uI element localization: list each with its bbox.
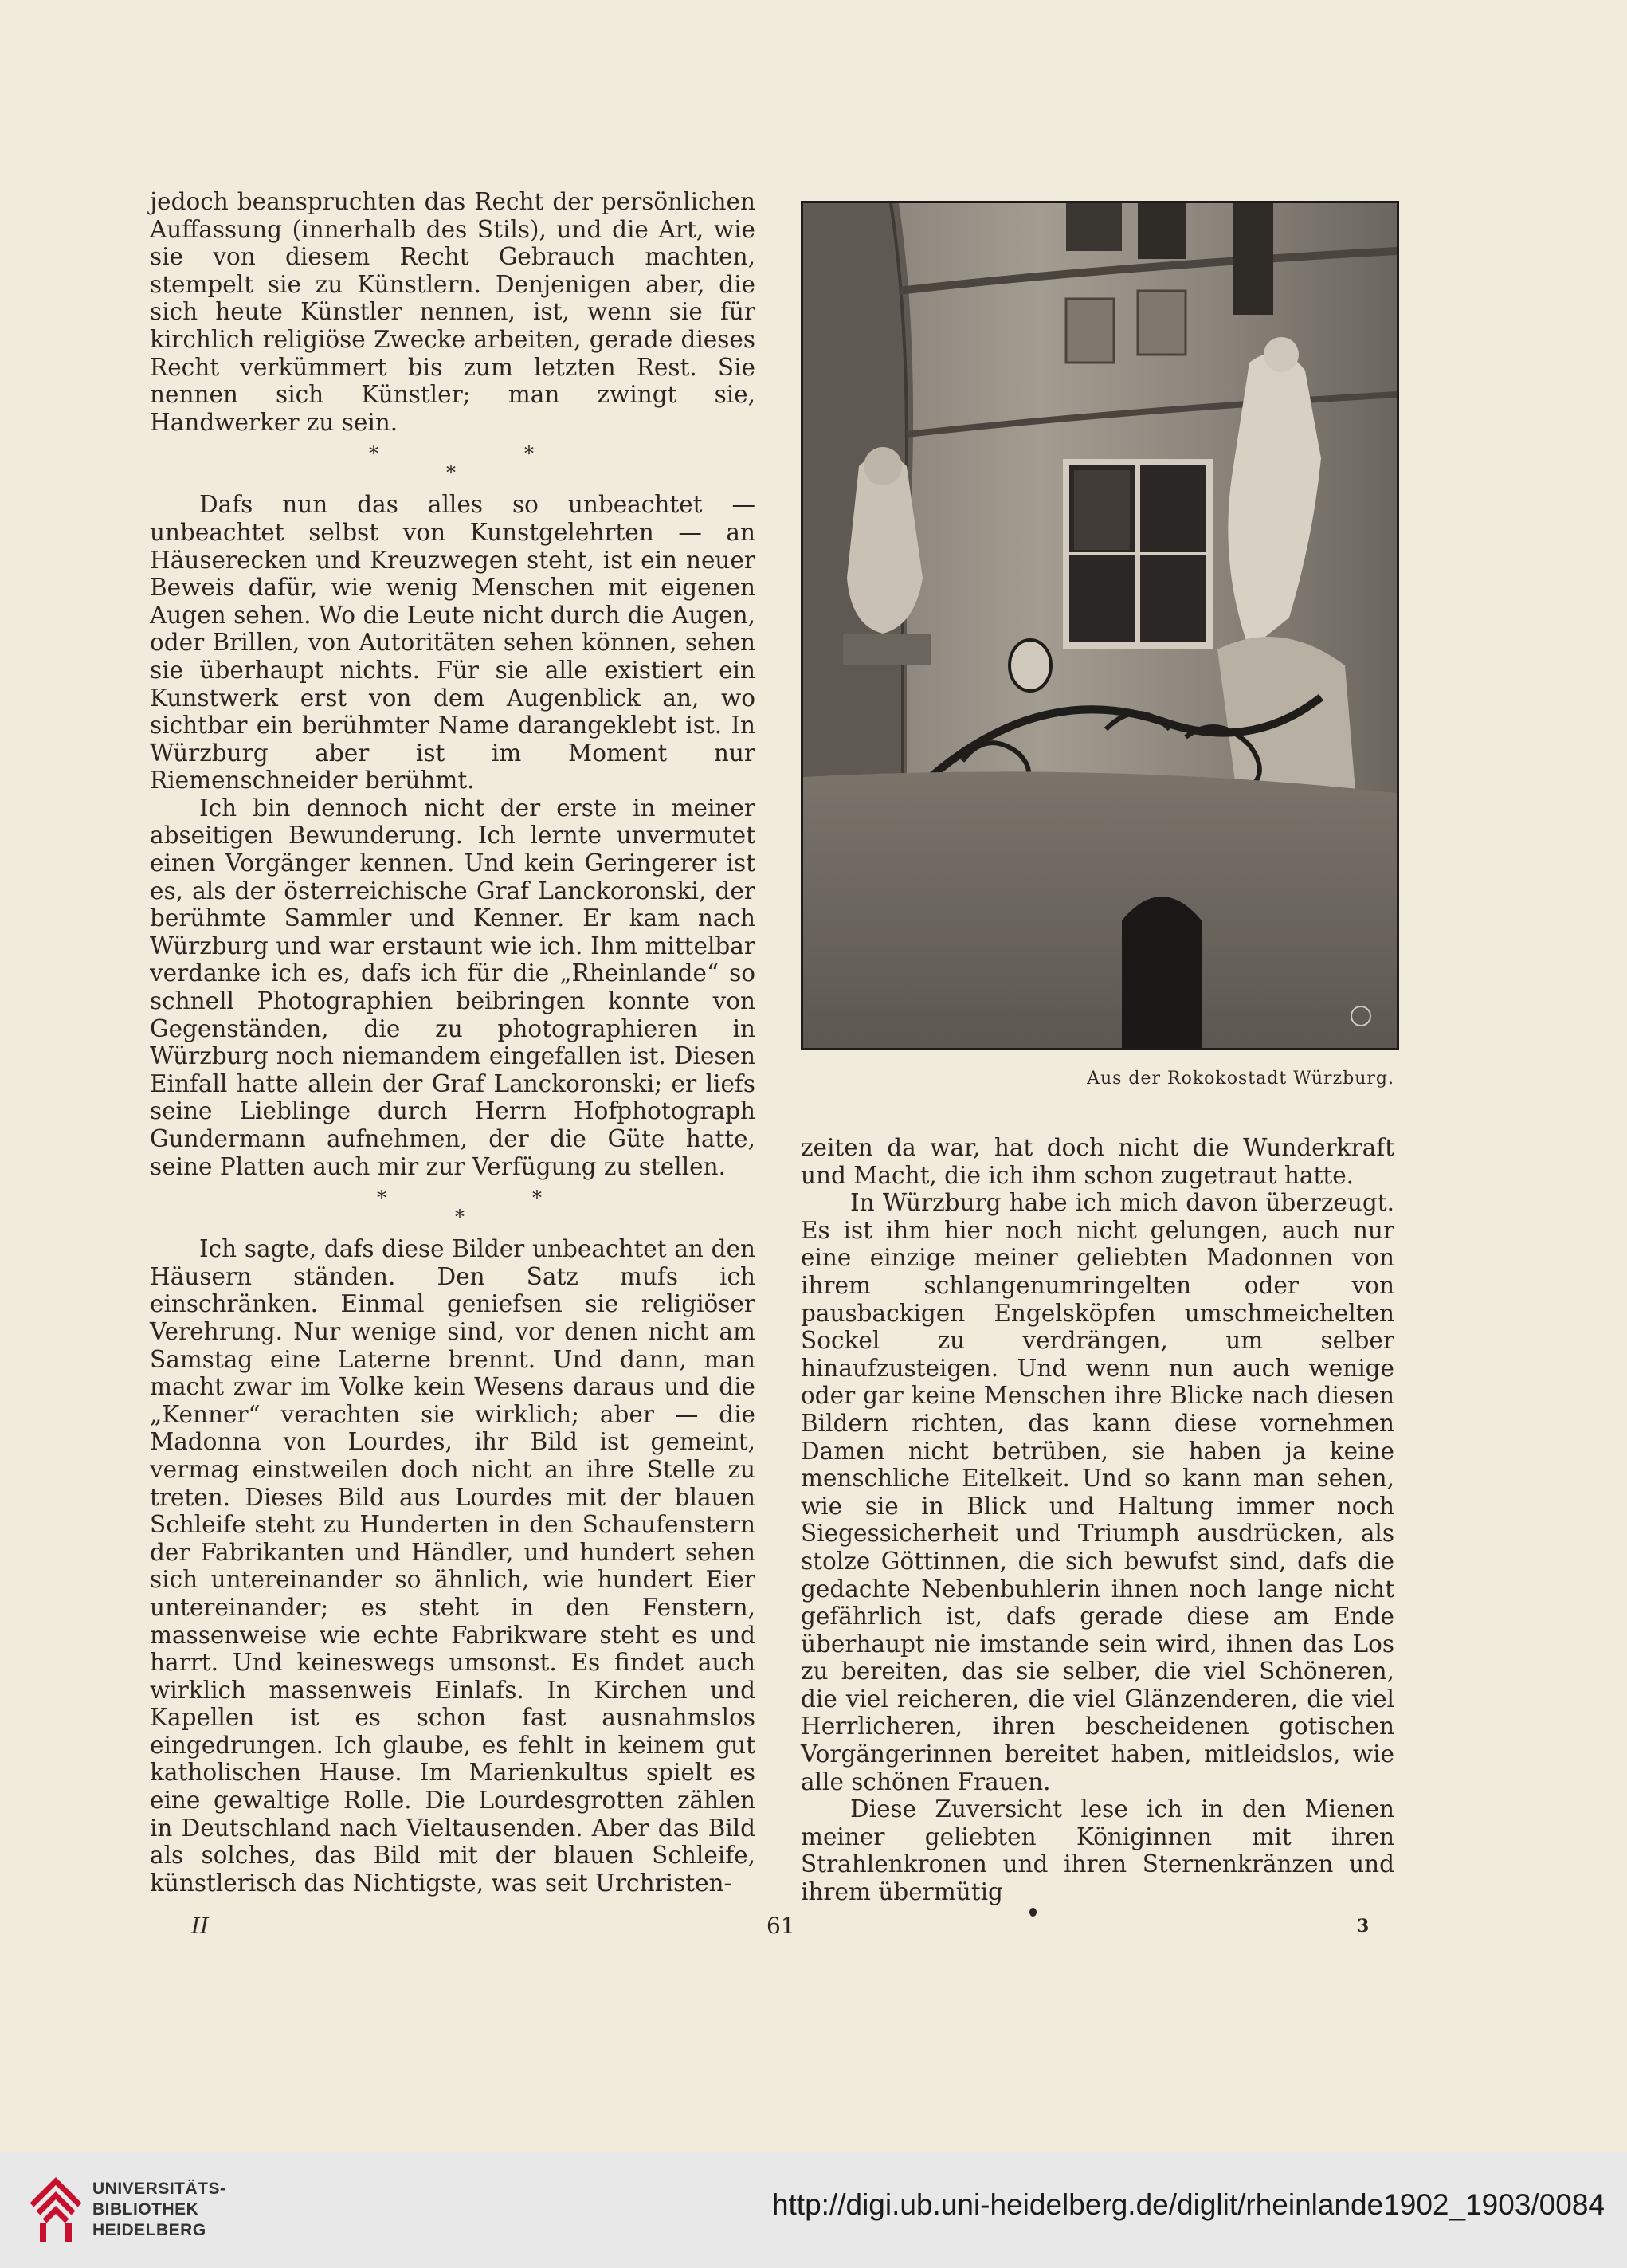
paragraph: Dafs nun das alles so unbeachtet — unbeachtet selbst von Kunstgelehrten — an Häuserecken und Kreuzwegen steht, ist ein neuer Beweis dafür, wie wenig Menschen mit eigenen Augen sehen. Wo die Leute nicht durch die Augen, oder Brillen, von Autoritäten sehen können, sehen sie überhaupt nichts. Für sie alle existiert ein Kunstwerk erst von dem Augenblick an, wo sichtbar ein berühmter Name darangeklebt ist. In Würzburg aber ist im Moment nur Riemenschneider berühmt. [150,491,755,795]
institution-name [92,2179,226,2241]
rococo-facade-photograph [801,201,1399,1050]
section-separator [150,1180,755,1235]
printer-dot [1029,1908,1037,1917]
paragraph: zeiten da war, hat doch nicht die Wunderkraft und Macht, die ich ihm schon zugetraut hatte. [801,1134,1394,1189]
asterisk: * [524,442,534,465]
institution-line: UNIVERSITÄTS- [92,2180,226,2198]
asterisk: * [532,1187,542,1210]
asterisk: * [455,1206,465,1229]
asterisk: * [377,1187,386,1210]
left-text-column [150,188,755,1897]
asterisk: * [369,442,378,465]
signature-mark-left: II [191,1913,210,1939]
image-caption: Aus der Rokokostadt Würzburg. [1087,1069,1394,1089]
asterisk: * [446,461,456,485]
paragraph: Ich sagte, dafs diese Bilder unbeachtet an den Häusern ständen. Den Satz mufs ich einschränken. Einmal geniefsen sie religiöser Verehrung. Nur wenige sind, vor denen nicht am Samstag eine Laterne brennt. Und dann, man macht zwar im Volke kein Wesens daraus und die „Kenner“ verachten sie wirklich; aber — die Madonna von Lourdes, ihr Bild ist gemeint, vermag einstweilen doch nicht an ihre Stelle zu treten. Dieses Bild aus Lourdes mit der blauen Schleife steht zu Hunderten in den Schaufenstern der Fabrikanten und Händler, und hundert sehen sich untereinander so ähnlich, wie hundert Eier untereinander; es steht in den Fenstern, massenweise wie echte Fabrikware steht es und harrt. Und keineswegs umsonst. Es findet auch wirklich massenweis Einlafs. In Kirchen und Kapellen ist es schon fast ausnahmslos eingedrungen. Ich glaube, es fehlt in keinem gut katholischen Hause. Im Marienkultus spielt es eine gewaltige Rolle. Die Lourdesgrotten zählen in Deutschland nach Vieltausenden. Aber das Bild als solches, das Bild mit der blauen Schleife, künstlerisch das Nichtigste, was seit Urchristen- [150,1235,755,1897]
institution-line: HEIDELBERG [92,2221,206,2239]
section-separator [150,436,755,491]
signature-mark-right: 3 [1357,1916,1370,1936]
paragraph: In Würzburg habe ich mich davon überzeugt. Es ist ihm hier noch nicht gelungen, auch nur eine einzige meiner geliebten Madonnen von ihrem schlangenumringelten oder von pausbackigen Engelsköpfen umschmeichelten Sockel zu verdrängen, um selber hinaufzusteigen. Und wenn nun auch wenige oder gar keine Menschen ihre Blicke nach diesen Bildern richten, das kann diese vornehmen Damen nicht betrüben, sie haben ja keine menschliche Eitelkeit. Und so kann man sehen, wie sie in Blick und Haltung immer noch Siegessicherheit und Triumph ausdrücken, als stolze Göttinnen, die sich bewufst sind, dafs die gedachte Nebenbuhlerin ihnen noch lange nicht gefährlich ist, dafs gerade diese am Ende überhaupt nie imstande sein wird, ihnen das Los zu bereiten, das sie selber, die viel Schöneren, die viel reicheren, die viel Glänzenderen, die viel Herrlicheren, ihren bescheidenen gotischen Vorgängerinnen bereitet haben, mitleidslos, wie alle schönen Frauen. [801,1189,1394,1795]
page-number: 61 [766,1913,795,1939]
paragraph: Diese Zuversicht lese ich in den Mienen meiner geliebten Königinnen mit ihren Strahlenkronen und ihren Sternenkränzen und ihrem übermütig [801,1795,1394,1906]
heidelberg-library-logo-icon[interactable] [24,2169,88,2249]
library-footer-bar [0,2152,1627,2268]
paragraph: Ich bin dennoch nicht der erste in meiner abseitigen Bewunderung. Ich lernte unvermutet einen Vorgänger kennen. Und kein Geringerer ist es, als der österreichische Graf Lanckoronski, der berühmte Sammler und Kenner. Er kam nach Würzburg und war erstaunt wie ich. Ihm mittelbar verdanke ich es, dafs ich für die „Rheinlande“ so schnell Photographien beibringen konnte von Gegenständen, die zu photographieren in Würzburg noch niemandem eingefallen ist. Diesen Einfall hatte allein der Graf Lanckoronski; er liefs seine Lieblinge durch Herrn Hofphotograph Gundermann aufnehmen, der die Güte hatte, seine Platten auch mir zur Verfügung zu stellen. [150,794,755,1180]
right-text-column [801,1134,1394,1906]
permalink-url[interactable]: http://digi.ub.uni-heidelberg.de/diglit/rheinlande1902_1903/0084 [771,2188,1605,2221]
paragraph: jedoch beanspruchten das Recht der persönlichen Auffassung (innerhalb des Stils), und die Art, wie sie von diesem Recht Gebrauch machten, stempelt sie zu Künstlern. Denjenigen aber, die sich heute Künstler nennen, ist, wenn sie für kirchlich religiöse Zwecke arbeiten, gerade dieses Recht verkümmert bis zum letzten Rest. Sie nennen sich Künstler; man zwingt sie, Handwerker zu sein. [150,188,755,436]
institution-line: BIBLIOTHEK [92,2200,199,2219]
